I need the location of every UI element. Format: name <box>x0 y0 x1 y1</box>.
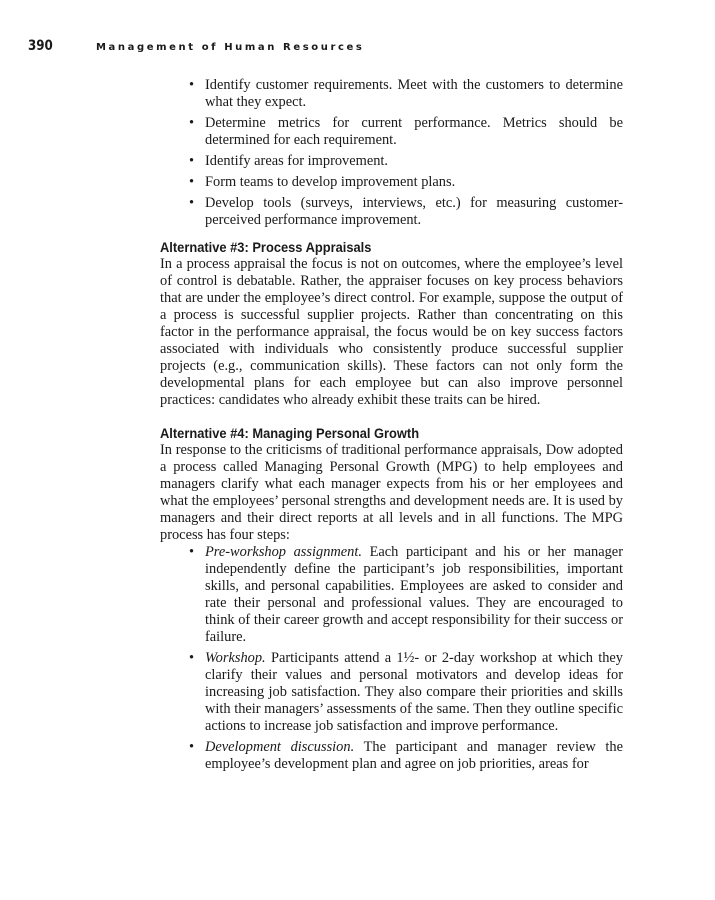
section-heading: Alternative #3: Process Appraisals <box>160 239 372 255</box>
customer-steps-list <box>160 77 623 229</box>
step-text: Each participant and his or her manager independently define the participant’s job responsibilities, important skills, and personal capabilities. Employees are asked to consider and rate their personal and professional values. They are encouraged to think of their career growth and accept responsibility for their success or failure. <box>205 544 623 645</box>
list-item <box>160 650 623 735</box>
paragraph: In a process appraisal the focus is not on outcomes, where the employee’s level of control is debatable. Rather, the appraiser focuses on key process behaviors that are under the employee’s direct control. For example, suppose the output of a process is successful supplier projects. Rather than concentrating on this factor in the performance appraisal, the focus would be on key success factors associated with individuals who consistently produce successful supplier projects (e.g., communication skills). These factors can not only form the developmental plans for each employee but can also improve personnel practices: candidates who already exhibit these traits can be hired. <box>160 256 623 408</box>
step-term: Pre-workshop assignment. <box>205 544 362 560</box>
list-item: • Form teams to develop improvement plans. <box>160 174 623 191</box>
step-text: The participant and manager review the employee’s development plan and agree on job priorities, areas for <box>205 739 624 772</box>
section-heading: Alternative #4: Managing Personal Growth <box>160 425 420 441</box>
running-head <box>28 38 364 54</box>
running-title: Management of Human Resources <box>96 42 365 53</box>
list-item: • Develop tools (surveys, interviews, etc.) for measuring customer-perceived performance improvement. <box>160 195 623 229</box>
section-managing-personal-growth <box>160 425 623 773</box>
step-term: Development discussion. <box>205 739 355 755</box>
step-text: Participants attend a 1½- or 2-day workshop at which they clarify their values and personal motivators and develop ideas for increasing job satisfaction. They also compare their priorities and skills with their managers’ assessments of the same. Then they outline specific actions to increase job satisfaction and improve performance. <box>205 650 623 734</box>
mpg-steps-list <box>160 544 623 773</box>
list-item: • Determine metrics for current performance. Metrics should be determined for each requirement. <box>160 115 623 149</box>
list-item <box>160 544 623 646</box>
step-term: Workshop. <box>205 650 266 666</box>
list-item: • Identify areas for improvement. <box>160 153 623 170</box>
paragraph: In response to the criticisms of traditional performance appraisals, Dow adopted a process called Managing Personal Growth (MPG) to help employees and managers clarify what each manager expects from his or her employees and what the employees’ personal strengths and development needs are. It is used by managers and their direct reports at all levels and in all functions. The MPG process has four steps: <box>160 442 623 543</box>
page-number: 390 <box>28 38 53 54</box>
page-body <box>160 77 623 777</box>
section-process-appraisals <box>160 239 623 409</box>
list-item <box>160 739 623 773</box>
list-item: • Identify customer requirements. Meet with the customers to determine what they expect. <box>160 77 623 111</box>
